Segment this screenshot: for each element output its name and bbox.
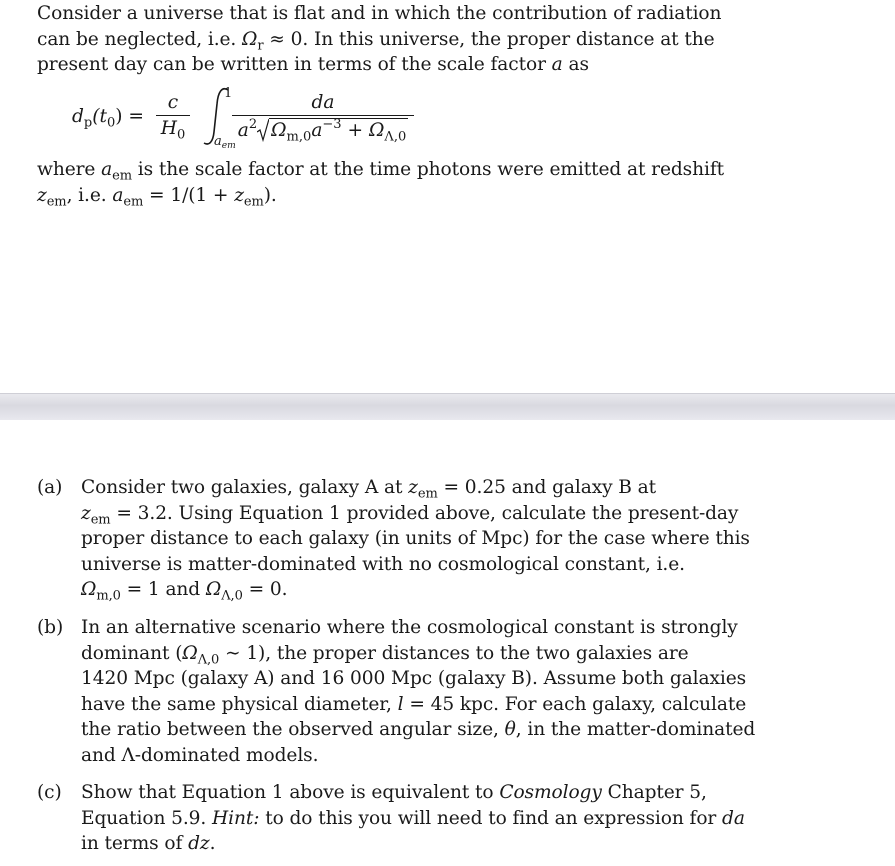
question-panel-top bbox=[0, 0, 895, 393]
fraction-c-over-h0: c $H_0$ bbox=[156, 92, 190, 139]
intro-paragraph: Consider a universe that is flat and in which the contribution of radiation can be neglected, i.e. $\Omega_r \approx 0$. In this universe, the proper distance at the present day can be written in terms of the scale factor a as bbox=[37, 3, 722, 75]
sqrt-group: $\Omega_{m,0}a^{-3} + \Omega_{\Lambda,0}$ bbox=[257, 118, 408, 142]
part-b-label: (b) bbox=[37, 617, 64, 638]
equation-lhs: $d_p(t_0)$ = bbox=[72, 106, 145, 131]
part-a-label: (a) bbox=[37, 477, 63, 498]
intro-line-1: Consider a universe that is flat and in which the contribution of radiation bbox=[37, 3, 722, 24]
integral-lower-limit: $a_{em}$ bbox=[214, 134, 236, 152]
where-paragraph: where $a_{em}$ is the scale factor at the time photons were emitted at redshift $z_{em}$, i.e. $a_{em} = 1/(1 + z_{em})$. bbox=[37, 159, 724, 210]
fraction-integrand: da $a^2$ $\Omega_{m,0}a^{-3} + \Omega_{\Lambda,0}$ bbox=[232, 92, 414, 142]
part-c-label: (c) bbox=[37, 782, 62, 803]
panel-divider bbox=[0, 393, 895, 421]
question-part-b: (b) In an alternative scenario where the cosmological constant is strongly dominant ($\Omega_{\Lambda,0}$ ∼ 1), the proper distances to the two galaxies are 1420 Mpc (galaxy A) and 16 000 Mpc (galaxy B). Assume both galaxies have the same physical diameter, l = 45 kpc. For each galaxy, calculate the ratio between the observed angular size, θ, in the matter-dominated and Λ-dominated models. bbox=[37, 617, 756, 766]
proper-distance-equation bbox=[72, 86, 492, 156]
sqrt-radical-icon bbox=[257, 118, 269, 142]
question-part-c: (c) Show that Equation 1 above is equivalent to Cosmology Chapter 5, Equation 5.9. Hint: to do this you will need to find an expression for da in terms of dz. bbox=[37, 782, 745, 854]
integral-upper-limit: 1 bbox=[224, 86, 233, 101]
question-part-a: (a) Consider two galaxies, galaxy A at $z_{em} = 0.25$ and galaxy B at $z_{em} = 3.2$. Using Equation 1 provided above, calculate the present-day proper distance to each galaxy (in units of Mpc) for the case where this universe is matter-dominated with no cosmological constant, i.e. $\Omega_{m,0} = 1$ and $\Omega_{\Lambda,0} = 0$. bbox=[37, 477, 750, 604]
question-panel-bottom bbox=[0, 420, 895, 866]
